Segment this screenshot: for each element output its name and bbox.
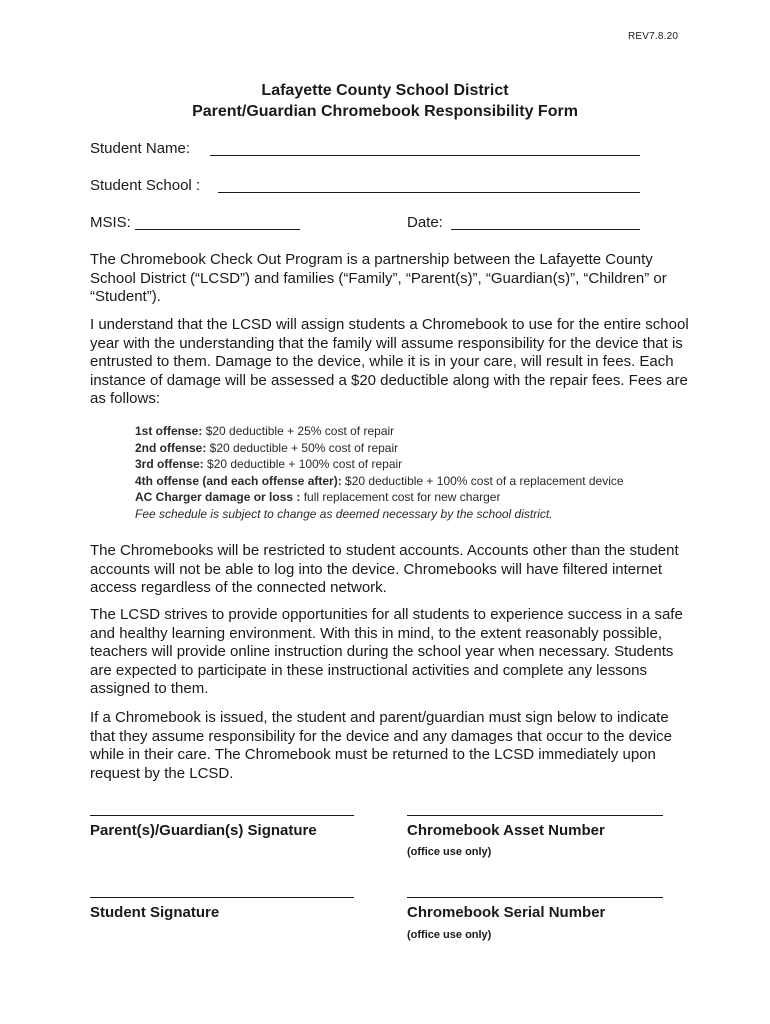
student-name-field[interactable] [210,155,640,156]
student-school-label: Student School : [90,177,201,194]
msis-label: MSIS: [90,214,131,231]
student-school-field[interactable] [218,192,640,193]
fee-item [135,456,624,473]
district-title: Lafayette County School District [261,82,509,99]
serial-number-note: (office use only) [407,929,492,941]
fee-item-text: $20 deductible + 100% cost of repair [203,457,403,472]
fee-item-text: $20 deductible + 100% cost of a replacement device [341,473,624,488]
fee-item-label: 1st offense: [135,424,203,438]
fee-item-text: full replacement cost for new charger [300,490,501,505]
form-title: Parent/Guardian Chromebook Responsibility Form [192,103,578,120]
fee-item-label: 2nd offense: [135,440,207,455]
msis-field[interactable] [135,229,300,230]
student-signature-line[interactable] [90,897,354,898]
fee-schedule [135,423,624,523]
fee-item-text: $20 deductible + 25% cost of repair [202,424,395,438]
fee-item [135,489,624,506]
paragraph-online-instruction: The LCSD strives to provide opportunities for all students to experience success in a safe and healthy learning environment. With this in mind, to the extent reasonably possible, teachers will provide online instruction during the school year when necessary. Students are expected to participate in these instructional activities and complete any lessons assigned to them. [90,606,683,697]
asset-number-label: Chromebook Asset Number [407,822,605,839]
parent-signature-line[interactable] [90,815,354,816]
paragraph-student-accounts: The Chromebooks will be restricted to student accounts. Accounts other than the student accounts will not be able to log into the device. Chromebooks will have filtered internet access regardless of the connected network. [90,542,679,596]
fee-schedule-note: Fee schedule is subject to change as deemed necessary by the school district. [135,506,553,521]
fee-item-text: $20 deductible + 50% cost of repair [206,440,399,455]
asset-number-line[interactable] [407,815,663,816]
student-name-label: Student Name: [90,140,191,157]
fee-item-label: 3rd offense: [135,457,204,472]
student-signature-label: Student Signature [90,904,220,921]
date-label: Date: [407,214,443,231]
serial-number-line[interactable] [407,897,663,898]
date-field[interactable] [451,229,640,230]
serial-number-label: Chromebook Serial Number [407,904,606,921]
fee-item [135,423,624,440]
fee-item [135,440,624,457]
paragraph-responsibility: I understand that the LCSD will assign students a Chromebook to use for the entire school year with the understanding that the family will assume responsibility for the device that is entrusted to them. Damage to the device, while it is in your care, will result in fees. Each instance of damage will be assessed a $20 deductible along with the repair fees. Fees are as follows: [90,316,689,407]
fee-item [135,473,624,490]
paragraph-sign-below: If a Chromebook is issued, the student and parent/guardian must sign below to indicate that they assume responsibility for the device and any damages that occur to the device while in their care. The Chromebook must be returned to the LCSD immediately upon request by the LCSD. [90,709,672,782]
fee-item-label: AC Charger damage or loss : [135,490,301,505]
parent-signature-label: Parent(s)/Guardian(s) Signature [90,822,317,839]
asset-number-note: (office use only) [407,846,492,858]
fee-item-label: 4th offense (and each offense after): [135,473,342,488]
paragraph-program-intro: The Chromebook Check Out Program is a partnership between the Lafayette County School District (“LCSD”) and families (“Family”, “Parent(s)”, “Guardian(s)”, “Children” or “Student”). [90,251,667,305]
revision-code: REV7.8.20 [628,31,679,42]
